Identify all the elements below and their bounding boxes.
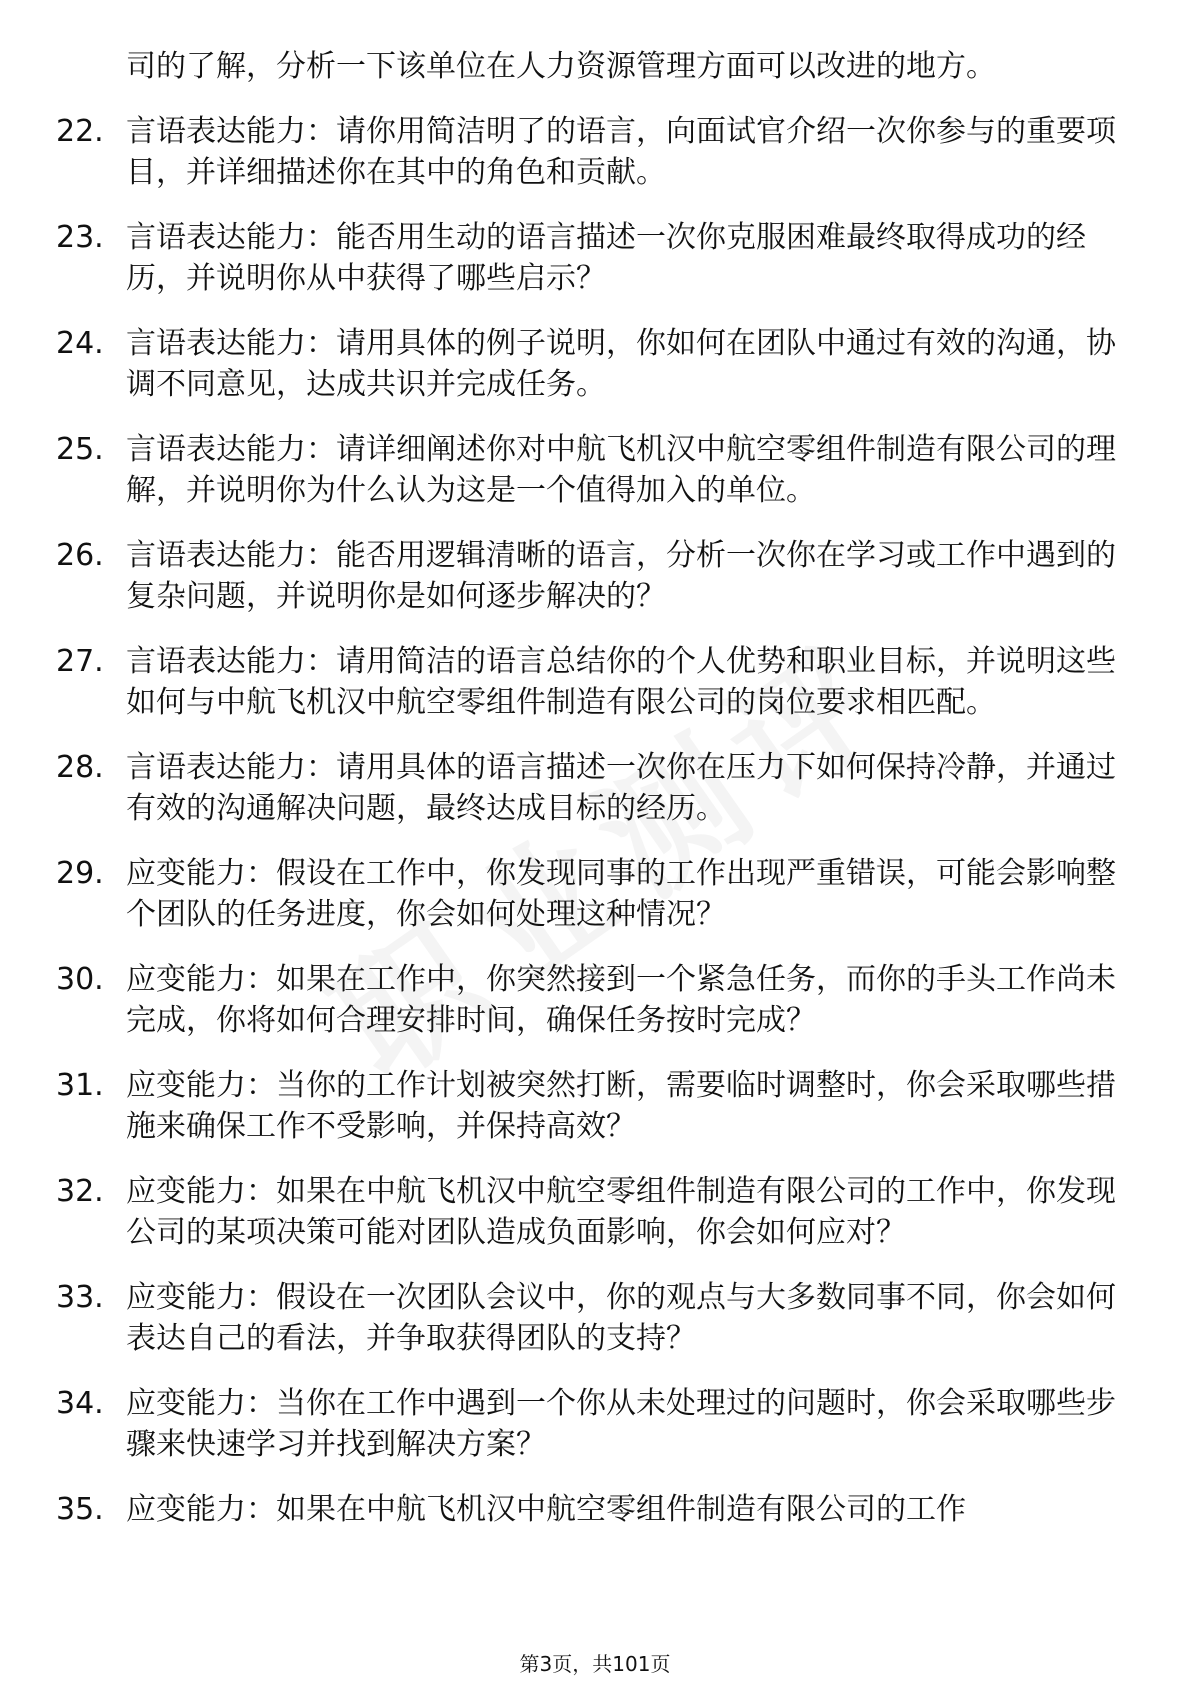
item-number: 24. (56, 326, 104, 361)
list-item (0, 853, 1116, 935)
list-item (0, 1065, 1116, 1147)
item-number: 34. (56, 1386, 104, 1421)
item-text: 应变能力：假设在工作中，你发现同事的工作出现严重错误，可能会影响整个团队的任务进度，你会如何处理这种情况？ (126, 856, 1116, 932)
item-number: 22. (56, 114, 104, 149)
page-footer: 第3页，共101页 (519, 1652, 671, 1676)
list-item (0, 1171, 1116, 1253)
list-item (0, 959, 1116, 1041)
list-item (0, 1277, 1116, 1359)
item-text: 应变能力：当你在工作中遇到一个你从未处理过的问题时，你会采取哪些步骤来快速学习并找到解决方案？ (126, 1386, 1116, 1462)
list-item (0, 429, 1116, 511)
item-text: 应变能力：当你的工作计划被突然打断，需要临时调整时，你会采取哪些措施来确保工作不受影响，并保持高效？ (126, 1068, 1116, 1144)
item-text: 言语表达能力：请用具体的例子说明，你如何在团队中通过有效的沟通，协调不同意见，达成共识并完成任务。 (126, 326, 1116, 402)
item-number: 25. (56, 432, 104, 467)
list-item (0, 1489, 1116, 1530)
item-number: 28. (56, 750, 104, 785)
item-number: 32. (56, 1174, 104, 1209)
item-text: 应变能力：假设在一次团队会议中，你的观点与大多数同事不同，你会如何表达自己的看法，并争取获得团队的支持？ (126, 1280, 1116, 1356)
list-item (0, 641, 1116, 723)
item-text: 言语表达能力：能否用生动的语言描述一次你克服困难最终取得成功的经历，并说明你从中获得了哪些启示？ (126, 220, 1086, 296)
list-item (0, 1383, 1116, 1465)
item-text: 言语表达能力：请用具体的语言描述一次你在压力下如何保持冷静，并通过有效的沟通解决问题，最终达成目标的经历。 (126, 750, 1116, 826)
item-text: 言语表达能力：请用简洁的语言总结你的个人优势和职业目标，并说明这些如何与中航飞机汉中航空零组件制造有限公司的岗位要求相匹配。 (126, 644, 1116, 720)
item-text: 言语表达能力：请详细阐述你对中航飞机汉中航空零组件制造有限公司的理解，并说明你为什么认为这是一个值得加入的单位。 (126, 432, 1116, 508)
item-text: 应变能力：如果在中航飞机汉中航空零组件制造有限公司的工作 (126, 1492, 966, 1527)
item-number: 23. (56, 220, 104, 255)
item-text: 言语表达能力：能否用逻辑清晰的语言，分析一次你在学习或工作中遇到的复杂问题，并说明你是如何逐步解决的？ (126, 538, 1116, 614)
item-number: 35. (56, 1492, 104, 1527)
item-number: 29. (56, 856, 104, 891)
list-item (0, 323, 1116, 405)
item-number: 30. (56, 962, 104, 997)
list-item (0, 111, 1116, 193)
item-text: 应变能力：如果在中航飞机汉中航空零组件制造有限公司的工作中，你发现公司的某项决策可能对团队造成负面影响，你会如何应对？ (126, 1174, 1116, 1250)
item-number: 31. (56, 1068, 104, 1103)
item-text: 应变能力：如果在工作中，你突然接到一个紧急任务，而你的手头工作尚未完成，你将如何合理安排时间，确保任务按时完成？ (126, 962, 1116, 1038)
continuation-text: 司的了解，分析一下该单位在人力资源管理方面可以改进的地方。 (126, 49, 996, 84)
item-number: 33. (56, 1280, 104, 1315)
list-item (0, 535, 1116, 617)
item-number: 27. (56, 644, 104, 679)
item-text: 言语表达能力：请你用简洁明了的语言，向面试官介绍一次你参与的重要项目，并详细描述你在其中的角色和贡献。 (126, 114, 1116, 190)
list-item (0, 747, 1116, 829)
item-number: 26. (56, 538, 104, 573)
list-item (0, 217, 1116, 299)
question-list (0, 46, 1190, 1554)
